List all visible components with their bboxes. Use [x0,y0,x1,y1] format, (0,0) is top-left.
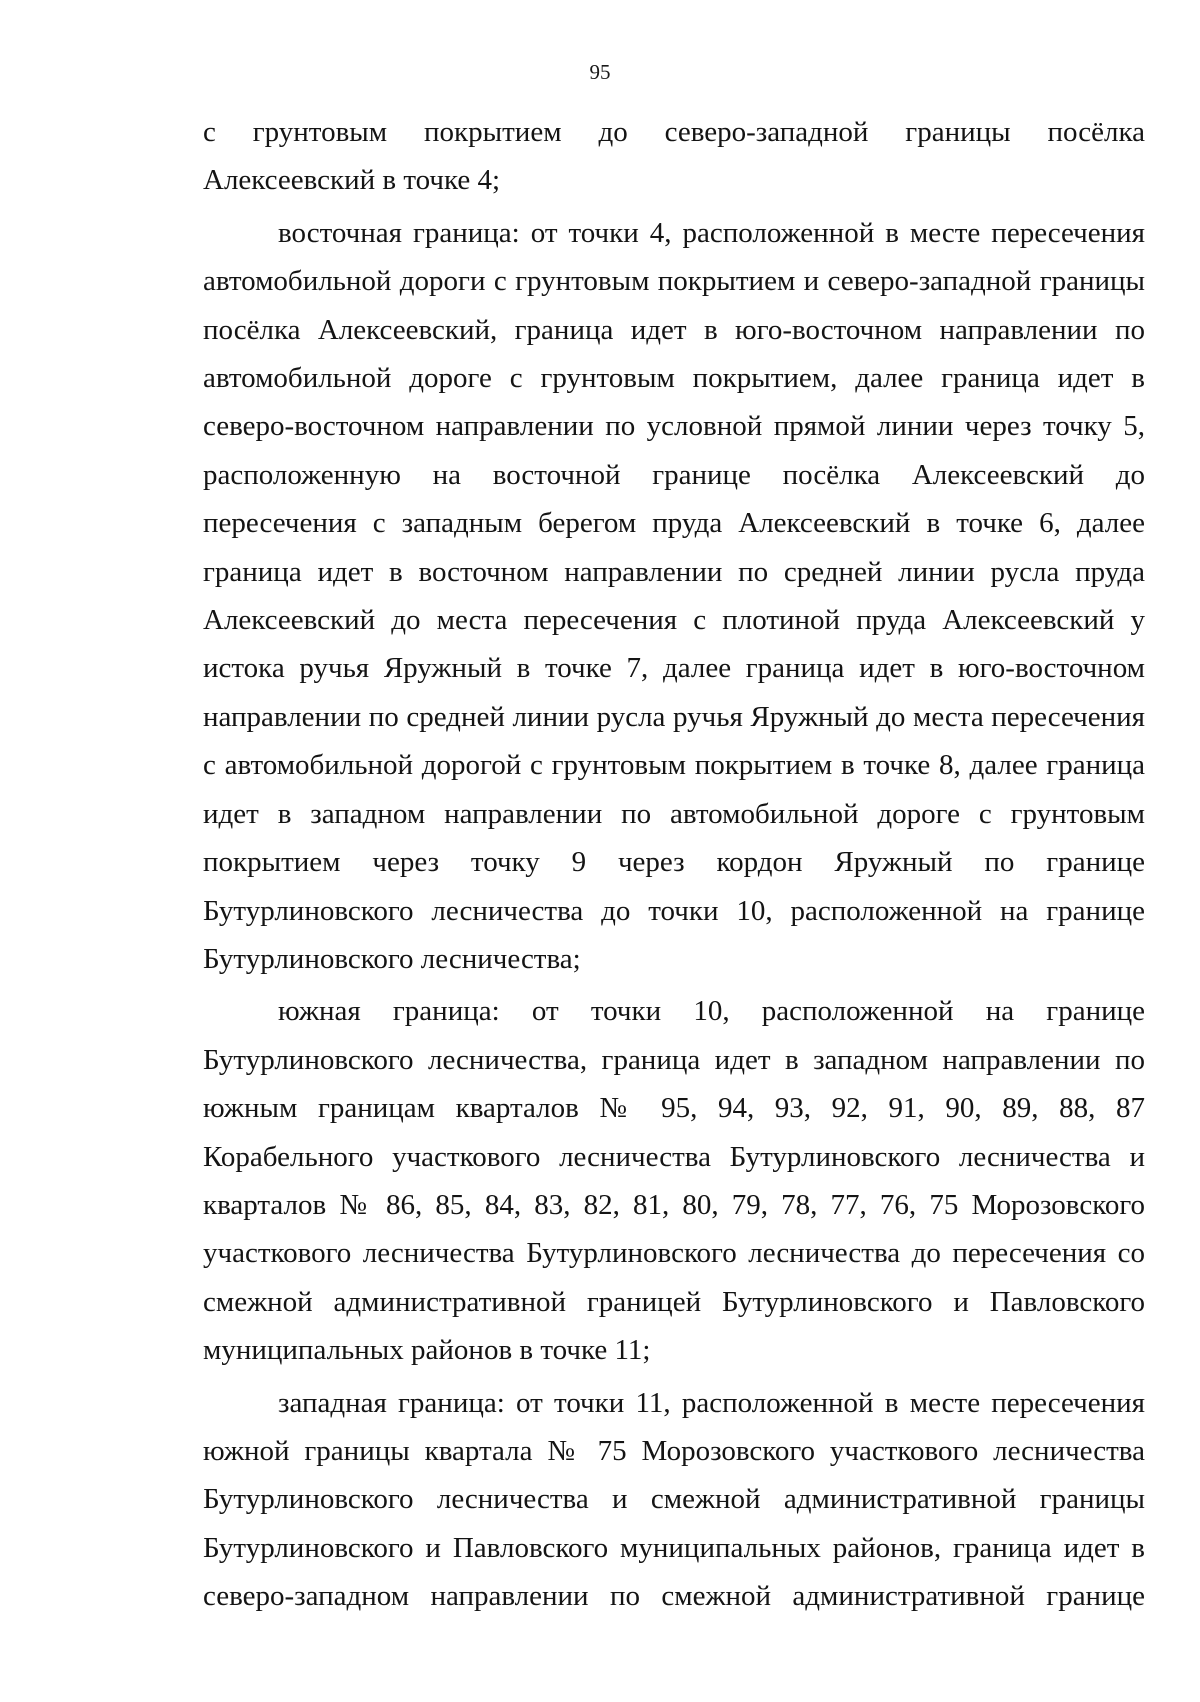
paragraph-eastern-border: восточная граница: от точки 4, расположенной в месте пересечения автомобильной дороги с грунтовым покрытием и северо-западной границы посёлка Алексеевский, граница идет в юго-восточном направлении по автомобильной дороге с грунтовым покрытием, далее граница идет в северо-восточном направлении по условной прямой линии через точку 5, расположенную на восточной границе посёлка Алексеевский до пересечения с западным берегом пруда Алексеевский в точке 6, далее граница идет в восточном направлении по средней линии русла пруда Алексеевский до места пересечения с плотиной пруда Алексеевский у истока ручья Яружный в точке 7, далее граница идет в юго-восточном направлении по средней линии русла ручья Яружный до места пересечения с автомобильной дорогой с грунтовым покрытием в точке 8, далее граница идет в западном направлении по автомобильной дороге с грунтовым покрытием через точку 9 через кордон Яружный по границе Бутурлиновского лесничества до точки 10, расположенной на границе Бутурлиновского лесничества; [203,216,1145,975]
document-body [203,108,1145,1621]
paragraph-western-border: западная граница: от точки 11, расположенной в месте пересечения южной границы квартала № 75 Морозовского участкового лесничества Бутурлиновского лесничества и смежной административной границы Бутурлиновского и Павловского муниципальных районов, граница идет в северо-западном направлении по смежной административной границе [203,1386,1145,1613]
page-number: 95 [589,60,611,84]
paragraph-continuation: с грунтовым покрытием до северо-западной границы посёлка Алексеевский в точке 4; [203,116,1145,197]
paragraph-southern-border: южная граница: от точки 10, расположенной на границе Бутурлиновского лесничества, граница идет в западном направлении по южным границам кварталов № 95, 94, 93, 92, 91, 90, 89, 88, 87 Корабельного участкового лесничества Бутурлиновского лесничества и кварталов № 86, 85, 84, 83, 82, 81, 80, 79, 78, 77, 76, 75 Морозовского участкового лесничества Бутурлиновского лесничества до пересечения со смежной административной границей Бутурлиновского и Павловского муниципальных районов в точке 11; [203,995,1145,1367]
